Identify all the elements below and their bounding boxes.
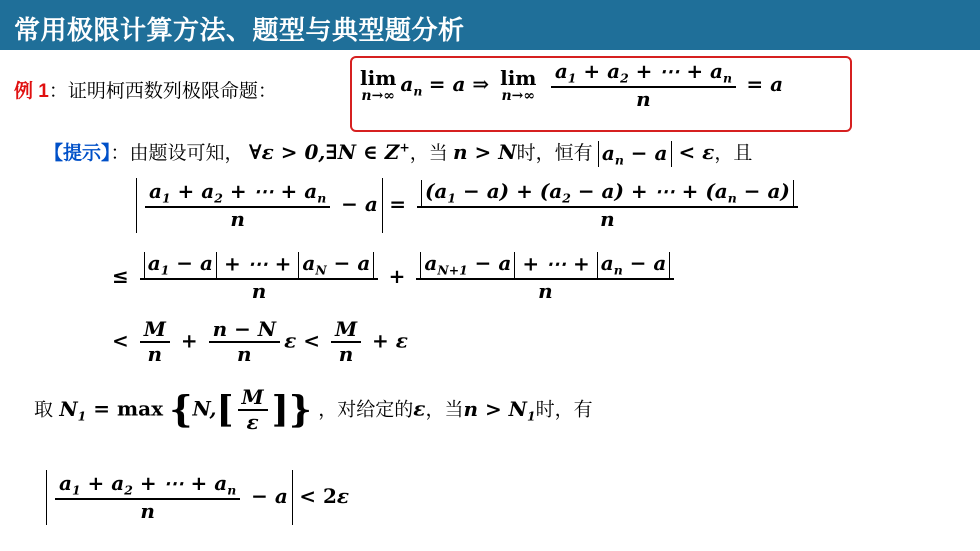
hint-line: 【提示】：由题设可知， ∀ε > 0,∃N ∈ Z+，当 n > N时，恒有 $a_n - a < \varepsilon$，且 <box>44 139 753 168</box>
hint-text-a: ：由题设可知， <box>110 143 244 164</box>
page-title: 常用极限计算方法、题型与典型题分析 <box>14 16 465 46</box>
take-line: 取 $N_1 = \max \{N$,[ $\frac{M}{\varepsilon}$ ]} ，对给定的ε，当$n > N_1$时，有 <box>34 385 593 434</box>
hint-text-c: 时，恒有 <box>516 143 593 164</box>
equation-1: $\frac{a_1 + a_2 + \cdots + a_n}{n}$ − a = $\frac{(a_1 - a) + (a_2 - a) + \cdots + (a_n - a)}{n}$ <box>136 178 802 233</box>
hint-math-1: ∀ε > 0,∃N ∈ Z+ <box>248 139 410 164</box>
take-text-b: ，当 <box>425 399 464 421</box>
cauchy-statement: lim n→∞ $a_n = a$ ⇒ lim n→∞ $\frac{a_1 + a_2 + \cdots + a_n}{n}$ = a <box>360 59 784 111</box>
take-text-c: 时，有 <box>535 399 593 421</box>
title-bar <box>0 0 980 50</box>
hint-math-2: n > N <box>453 140 517 164</box>
equation-2: ≤ $\frac{a_1 - a + \cdots + a_N - a}{n}$ + $\frac{a_{N+1} - a + \cdots + a_n - a}{n}$ <box>112 252 678 303</box>
equation-3: < $\frac{M}{n}$ + $\frac{n - N}{n}$ ε < $\frac{M}{n}$ + ε <box>112 317 408 366</box>
example-label: 例 1 <box>14 81 49 102</box>
hint-text-b: ，当 <box>409 143 448 164</box>
take-text-a: ，对给定的 <box>318 399 414 421</box>
hint-text-d: ，且 <box>714 143 753 164</box>
example-line <box>14 76 277 103</box>
take-prefix: 取 <box>34 399 54 421</box>
example-text: ：证明柯西数列极限命题： <box>48 81 277 102</box>
hint-math-3: $a_n - a$ <box>598 141 672 167</box>
hint-label: 【提示】 <box>44 143 111 164</box>
equation-final: $\frac{a_1 + a_2 + \cdots + a_n}{n}$ − a < 2ε <box>46 470 349 525</box>
